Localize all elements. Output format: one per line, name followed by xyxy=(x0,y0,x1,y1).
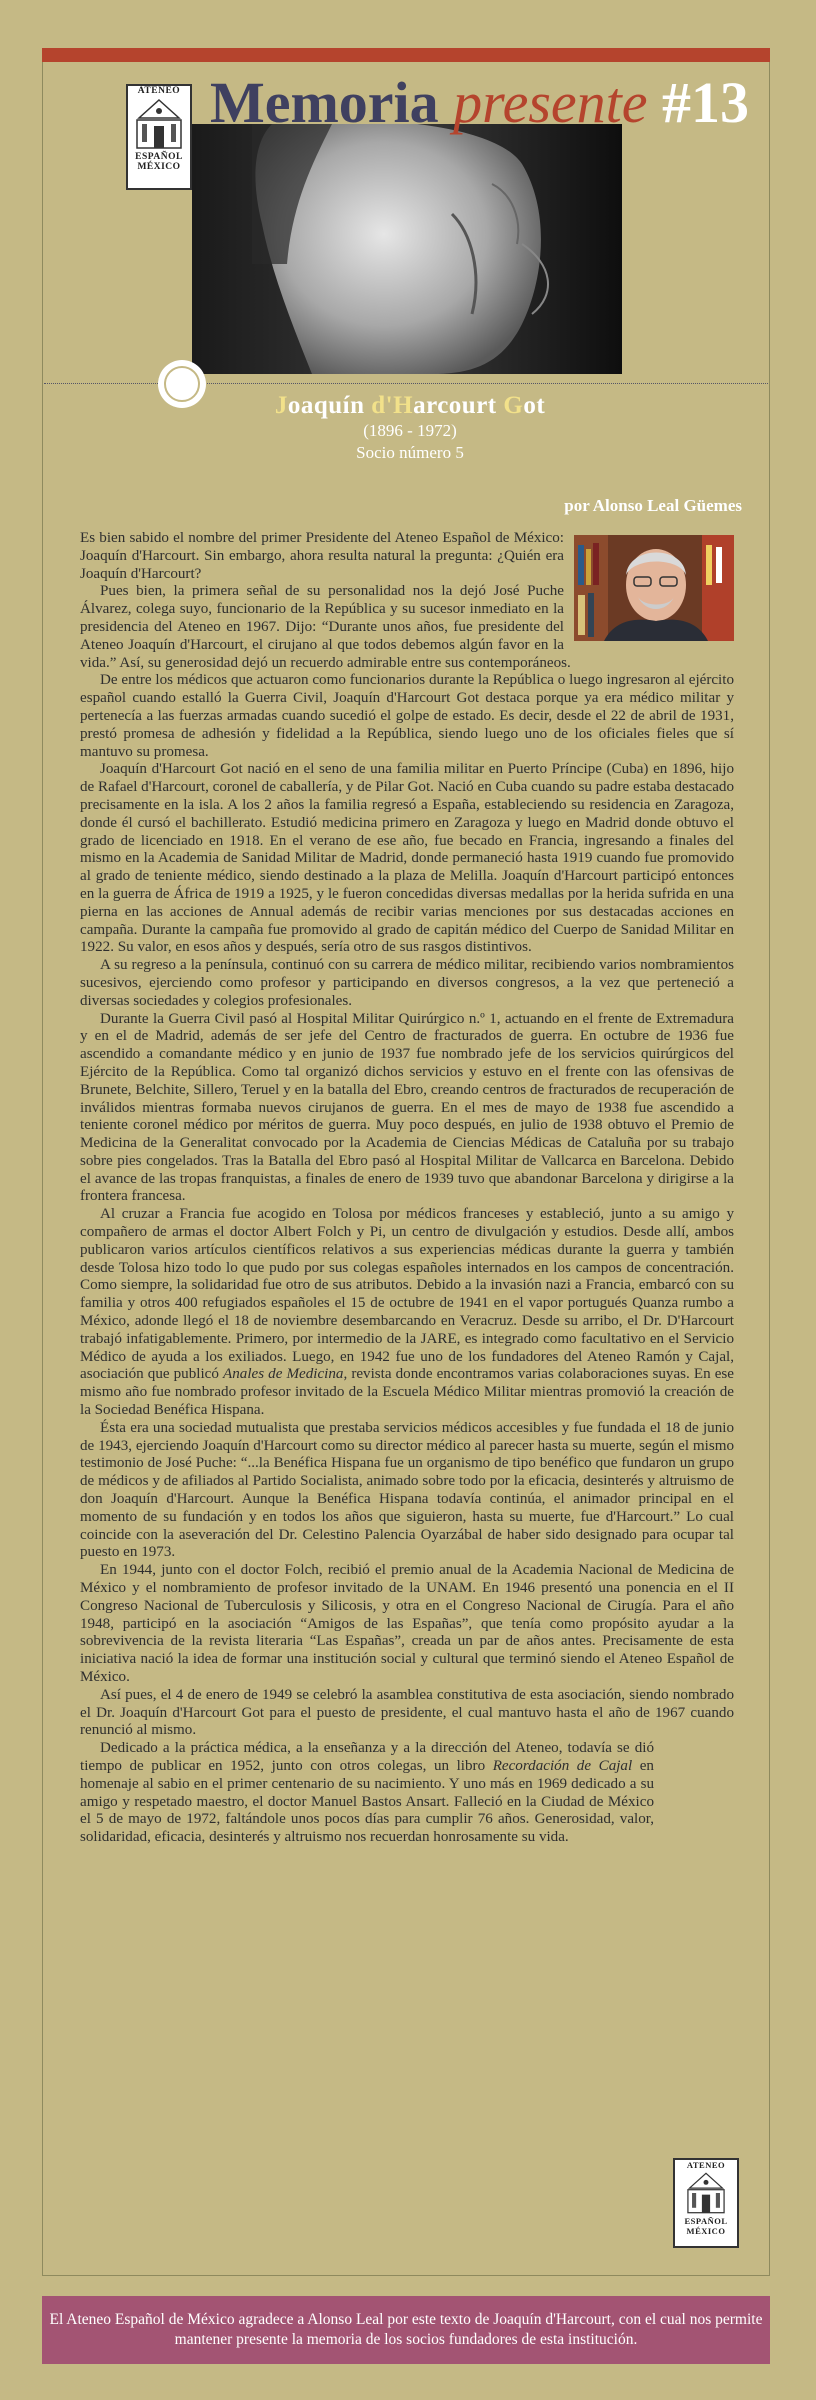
logo-text-top: ATENEO xyxy=(137,86,181,96)
decorative-ring-icon xyxy=(158,360,206,408)
article-paragraph: Durante la Guerra Civil pasó al Hospital Militar Quirúrgico n.º 1, actuando en el frente de Extremadura y en el de Madrid, además de ser jefe del Centro de fracturados de guerra. En octubre de 1936 fue ascendido a comandante médico y en junio de 1937 fue nombrado jefe de los servicios quirúrgicos del Ejército de la República. Como tal organizó dichos servicios y estuvo en el frente con las ofensivas de Brunete, Belchite, Sillero, Teruel y en la batalla del Ebro, creando centros de fracturados de recuperación de inválidos mientras formaba nuevos cirujanos de guerra. En el mes de mayo de 1938 fue ascendido a teniente coronel médico por méritos de guerra. Muy poco después, en julio de 1938 obtuvo el Premio de Medicina de la Generalitat convocado por la Academia de Ciencias Médicas de Cataluña por su trabajo sobre pies congelados. Tras la Batalla del Ebro pasó al Hospital Militar de Vallcarca en Barcelona. Debido el avance de las tropas franquistas, a finales de enero de 1939 tuvo que abandonar Barcelona y dirigirse a la frontera francesa. xyxy=(80,1010,734,1205)
title-issue-number: #13 xyxy=(662,70,750,135)
article-paragraph: Es bien sabido el nombre del primer Presidente del Ateneo Español de México: Joaquín d'Harcourt. Sin embargo, ahora resulta natural la pregunta: ¿Quién era Joaquín d'Harcourt? xyxy=(80,530,564,582)
logo-building-icon xyxy=(134,96,184,152)
article-paragraph: Joaquín d'Harcourt Got nació en el seno de una familia militar en Puerto Príncipe (Cuba) en 1896, hijo de Rafael d'Harcourt, coronel de caballería, y de Pilar Got. Nació en Cuba cuando su padre estaba destacado precisamente en la isla. A los 2 años la familia regresó a España, estableciendo su residencia en Zaragoza, donde él cursó el bachillerato. Estudió medicina primero en Zaragoza y luego en Madrid donde obtuvo el grado de licenciado en 1918. En el verano de ese año, fue becado en Francia, ingresando a finales del mismo en la Academia de Sanidad Militar de Madrid, donde permaneció hasta 1919 cuando fue promovido al grado de teniente médico, siendo destinado a la plaza de Melilla. Joaquín d'Harcourt participó entonces en la guerra de África de 1919 a 1925, y le fueron concedidas diversas medallas por la herida sufrida en una pierna en las acciones de Annual además de recibir varias menciones por sus destacadas acciones en campaña. Durante la campaña fue promovido al grado de capitán médico del Cuerpo de Sanidad Militar en 1922. Su valor, en esos años y después, sería otro de sus rasgos distintivos. xyxy=(80,761,734,956)
acknowledgement-footer: El Ateneo Español de México agradece a Alonso Leal por este texto de Joaquín d'Harcourt, con el cual nos permite mantener presente la memoria de los socios fundadores de esta institución. xyxy=(42,2296,770,2364)
title-word-memoria: Memoria xyxy=(210,70,439,135)
ateneo-logo xyxy=(126,84,192,190)
dotted-divider xyxy=(44,383,768,384)
article-paragraph: En 1944, junto con el doctor Folch, recibió el premio anual de la Academia Nacional de Medicina de México y el nombramiento de profesor invitado de la UNAM. En 1946 presentó una ponencia en el II Congreso Nacional de Tuberculosis y Silicosis, y otra en el Congreso Nacional de Cirugía. Para el año 1948, participó en la asociación “Amigos de las Españas”, que tenía como propósito ayudar a la sobrevivencia de la revista literaria “Las Españas”, creada un par de años antes. Precisamente de esta iniciativa nació la idea de formar una institución social y cultural que terminó siendo el Ateneo Español de México. xyxy=(80,1562,734,1685)
logo-text-mid: ESPAÑOL xyxy=(135,152,183,162)
top-accent-bar xyxy=(42,48,770,62)
main-portrait-photo xyxy=(192,124,622,374)
article-paragraph: De entre los médicos que actuaron como funcionarios durante la República o luego ingresaron al ejército español cuando estalló la Guerra Civil, Joaquín d'Harcourt Got destaca porque ya era médico militar y pertenecía a las fuerzas armadas cuando sucedió el golpe de estado. Es decir, desde el 22 de abril de 1931, prestó promesa de adhesión y fidelidad a la República, siendo luego uno de los oficiales fieles que sí mantuvo su promesa. xyxy=(80,672,734,760)
author-byline: por Alonso Leal Güemes xyxy=(564,496,742,515)
ateneo-logo-bottom xyxy=(673,2158,739,2248)
article-paragraph: Dedicado a la práctica médica, a la enseñanza y a la dirección del Ateneo, todavía se dió tiempo de publicar en 1952, junto con otros colegas, un libro Recordación de Cajal en homenaje al sabio en el primer centenario de su nacimiento. Y uno más en 1969 dedicado a su amigo y respetado maestro, el doctor Manuel Bastos Ansart. Falleció en la Ciudad de México el 5 de mayo de 1972, faltándole unos pocos días para cumplir 76 años. Generosidad, valor, solidaridad, eficacia, desinterés y altruismo nos recuerdan honrosamente su vida. xyxy=(80,1740,654,1846)
page-title xyxy=(210,68,750,138)
article-body xyxy=(80,530,734,1890)
article-paragraph: Pues bien, la primera señal de su personalidad nos la dejó José Puche Álvarez, colega suyo, funcionario de la República y su sucesor inmediato en la presidencia del Ateneo en 1967. Dijo: “Durante unos años, fue presidente del Ateneo Joaquín d'Harcourt, el cirujano al que todos debemos algún favor en la vida.” Así, su generosidad dejó un recuerdo admirable entre sus contemporáneos. xyxy=(80,583,571,671)
logo-text-bottom: MÉXICO xyxy=(686,2226,726,2236)
person-member-number: Socio número 5 xyxy=(356,443,464,462)
person-name: Joaquín d'Harcourt Got xyxy=(274,392,546,419)
article-paragraph: Al cruzar a Francia fue acogido en Tolosa por médicos franceses y estableció, junto a su amigo y compañero de armas el doctor Albert Folch y Pi, un centro de divulgación y estudios. Desde allí, ambos publicaron varios artículos científicos relativos a sus experiencias médicas durante la guerra y también desde Tolosa hizo todo lo que pudo por sus colegas españoles internados en los campos de concentración. Como siempre, la solidaridad fue otro de sus atributos. Debido a la invasión nazi a Francia, embarcó con su familia y otros 400 refugiados españoles el 15 de octubre de 1941 en el vapor portugués Quanza rumbo a México, adonde llegó el 18 de noviembre desembarcando en Veracruz. Desde su arribo, el Dr. D'Harcourt trabajó infatigablemente. Primero, por intermedio de la JARE, es integrado como facultativo en el Servicio Médico de ayuda a los exiliados. Luego, en 1942 fue uno de los fundadores del Ateneo Ramón y Cajal, asociación que publicó Anales de Medicina, revista donde encontramos varias colaboraciones suyas. En ese mismo año fue nombrado profesor invitado de la Escuela Médico Militar mientras promovió la creación de la Sociedad Benéfica Hispana. xyxy=(80,1206,734,1419)
article-paragraph: A su regreso a la península, continuó con su carrera de médico militar, recibiendo varios nombramientos sucesivos, ejerciendo como profesor y participando en diversos congresos, a la vez que perteneció a diversas sociedades y colegios profesionales. xyxy=(80,957,734,1009)
logo-building-icon xyxy=(684,2170,728,2216)
logo-text-top: ATENEO xyxy=(686,2160,726,2170)
article-paragraph: Así pues, el 4 de enero de 1949 se celebró la asamblea constitutiva de esta asociación, siendo nombrado el Dr. Joaquín d'Harcourt Got para el puesto de presidente, el cual mantuvo hasta el año de 1967 cuando renunció al mismo. xyxy=(80,1686,734,1739)
person-years: (1896 - 1972) xyxy=(363,421,457,440)
person-info xyxy=(240,392,580,464)
journal-title: Anales de Medicina xyxy=(223,1366,344,1383)
book-title: Recordación de Cajal xyxy=(492,1757,633,1774)
title-word-presente: presente xyxy=(453,70,648,135)
logo-text-bottom: MÉXICO xyxy=(137,162,181,172)
logo-text-mid: ESPAÑOL xyxy=(684,2216,728,2226)
article-paragraph: Ésta era una sociedad mutualista que prestaba servicios médicos accesibles y fue fundada el 18 de junio de 1943, ejerciendo Joaquín d'Harcourt como su director médico al parecer hasta su muerte, según el mismo testimonio de José Puche: “...la Benéfica Hispana fue un organismo de tipo benéfico que fundaron un grupo de médicos y de afiliados al Partido Socialista, animado sobre todo por la eficacia, desinterés y altruismo de don Joaquín d'Harcourt. Aunque la Benéfica Hispana todavía continúa, el animador principal en el momento de su fundación y en todos los años que siguieron, hasta su muerte, fue d'Harcourt.” Lo cual coincide con la aseveración del Dr. Celestino Palencia Oyarzábal de haber sido designado para ocupar tal puesto en 1973. xyxy=(80,1419,734,1561)
